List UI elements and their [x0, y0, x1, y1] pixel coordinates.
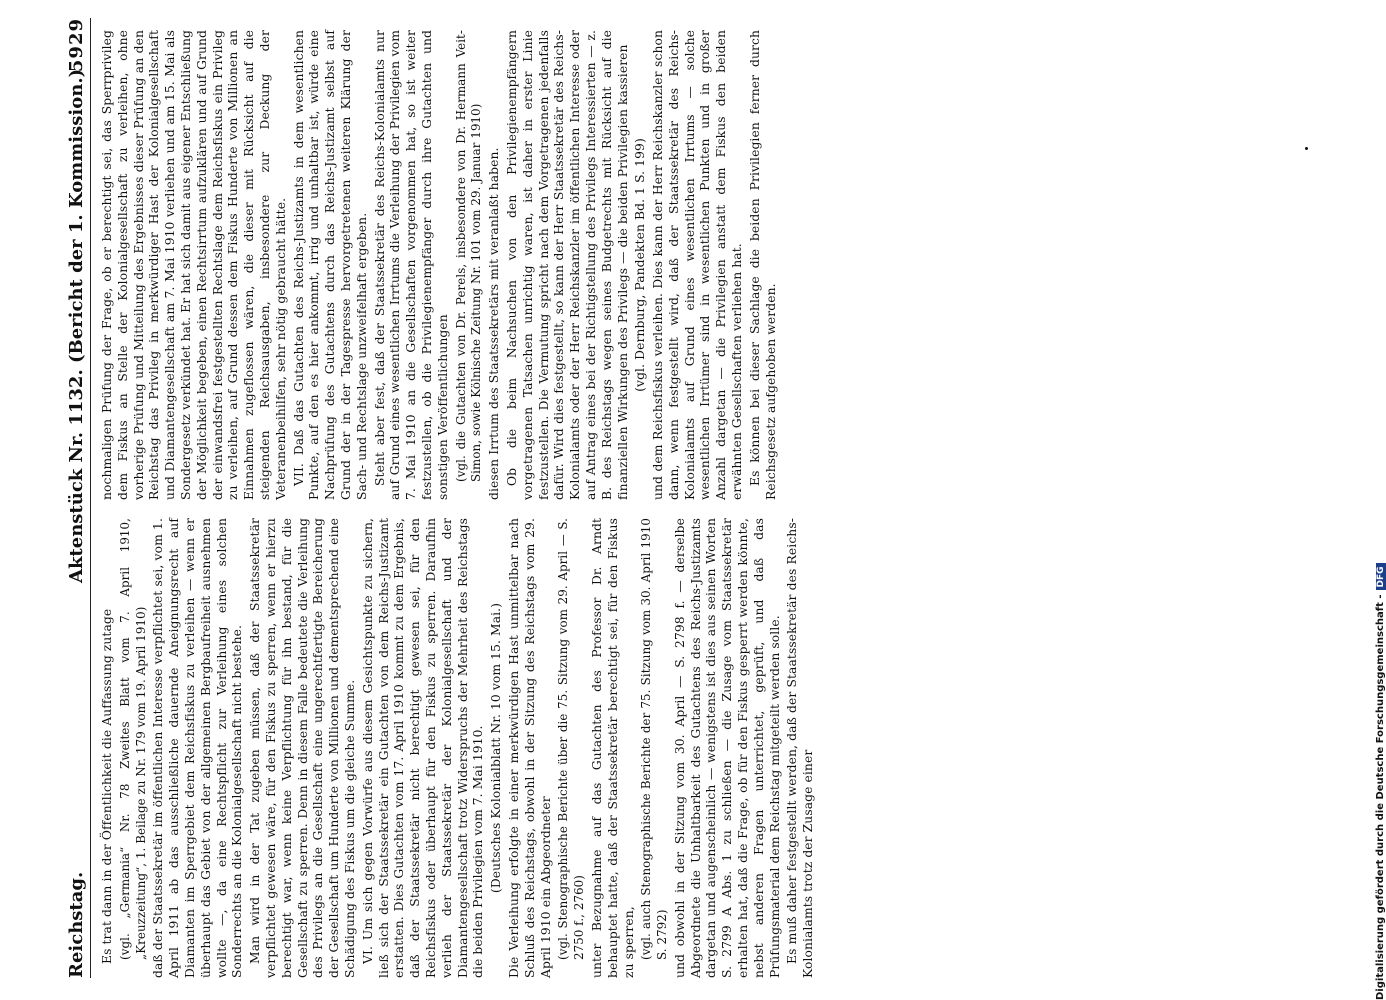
paragraph: nochmaligen Prüfung der Frage, ob er berechtigt sei, das Sperrprivileg dem Fiskus an Stelle der Kolonialgesellschaft zu verleihen, ohne vorherige Prüfung und Mitteilung des Ergebnisses dieser Prüfung an den Reichstag das Privileg in merkwürdiger Hast der Kolonialgesellschaft und Diamantengesellschaft am 7. Mai 1910 verliehen und am 15. Mai als Sondergesetz verkündet hat. Er hat sich damit aus eigener Entschließung der Möglichkeit begeben, einen Rechtsirrtum aufzuklären und auf Grund der einwandsfrei festgestellten Rechtslage dem Reichsfiskus ein Privileg zu verleihen, auf Grund dessen dem Fiskus Hunderte von Millionen an Einnahmen zugeflossen wären, die dieser mit Rücksicht auf die steigenden Reichsausgaben, insbesondere zur Deckung der Veteranenbeihilfen, sehr nötig gebraucht hätte. — [100, 30, 288, 500]
paragraph: (Deutsches Kolonialblatt Nr. 10 vom 15. Mai.) — [489, 602, 504, 894]
rotated-page — [46, 0, 1086, 1000]
paragraph: (vgl. die Gutachten von Dr. Perels, insbesondere von Dr. Hermann Veit-Simon, sowie Kölnische Zeitung Nr. 101 vom 29. Januar 1910) — [453, 30, 484, 482]
paragraph: und obwohl in der Sitzung vom 30. April — S. 2798 f. — derselbe Abgeordnete die Unhaltbarkeit des Gutachtens des Reichs-Justizamts dargetan und augenscheinlich — wenigstens ist dies aus seinen Worten S. 2799 A Abs. 1 zu schließen — die Zusage vom Staatssekretär erhalten hat, daß die Frage, ob für den Fiskus gesperrt werden könnte, nebst anderen Fragen unterrichtet, geprüft, und daß das Prüfungsmaterial dem Reichstag mitgeteilt werden solle. — [672, 518, 782, 978]
paragraph: und dem Reichsfiskus verleihen. Dies kann der Herr Reichskanzler schon dann, wenn festgestellt wird, daß der Staatssekretär des Reichs-Kolonialamts auf Grund eines wesentlichen Irrtums — solche wesentlichen Irrtümer sind in wesentlichen Punkten und in großer Anzahl dargetan — die Privilegien anstatt dem Fiskus den beiden erwähnten Gesellschaften verliehen hat. — [651, 30, 745, 500]
header-title: Aktenstück Nr. 1132. (Bericht der 1. Kommission.) — [66, 68, 87, 583]
left-column — [100, 518, 1060, 978]
paragraph: Man wird in der Tat zugeben müssen, daß der Staatssekretär verpflichtet gewesen wäre, für den Fiskus zu sperren, wenn er hierzu berechtigt war, wenn keine Verpflichtung für ihn bestand, für die Gesellschaft zu sperren. Denn in diesem Falle bedeutete die Verleihung des Privilegs an die Gesellschaft eine ungerechtfertigte Bereicherung der Gesellschaft um Hunderte von Millionen und dementsprechend eine Schädigung des Fiskus um die gleiche Summe. — [248, 518, 357, 978]
paragraph: diesen Irrtum des Staatssekretärs mit veranlaßt haben. — [487, 147, 502, 500]
page-number: 5929 — [66, 18, 87, 73]
paragraph: unter Bezugnahme auf das Gutachten des Professor Dr. Arndt behauptet hatte, daß der Staatssekretär berechtigt sei, für den Fiskus zu sperren, — [589, 518, 636, 978]
header-left: Reichstag. — [66, 871, 87, 978]
dfg-logo: DFG — [1376, 563, 1386, 590]
page-header — [60, 18, 92, 978]
paragraph: Es können bei dieser Sachlage die beiden Privilegien ferner durch Reichsgesetz aufgehoben werden. — [747, 30, 778, 500]
scan-speck — [1305, 147, 1308, 150]
right-column — [100, 30, 1060, 500]
paragraph: VI. Um sich gegen Vorwürfe aus diesem Gesichtspunkte zu sichern, ließ sich der Staatssekretär ein Gutachten von dem Reichs-Justizamt erstatten. Dies Gutachten vom 17. April 1910 kommt zu dem Ergebnis, daß der Staatssekretär nicht berechtigt gewesen sei, für den Reichsfiskus oder überhaupt für den Fiskus zu sperren. Daraufhin verlieh der Staatssekretär der Kolonialgesellschaft und der Diamantengesellschaft trotz Widerspruchs der Mehrheit des Reichstags die beiden Privilegien vom 7. Mai 1910. — [360, 518, 486, 978]
paragraph: Ob die beim Nachsuchen von den Privilegienempfängern vorgetragenen Tatsachen unrichtig waren, ist daher in erster Linie festzustellen. Die Vermutung spricht nach dem Vorgetragenen jedenfalls dafür. Wird dies festgestellt, so kann der Herr Staatssekretär des Reichs-Kolonialamts oder der Herr Reichskanzler im öffentlichen Interesse oder auf Antrag eines bei der Richtigstellung des Privilegs Interessierten — z. B. des Reichstags wegen seines Budgetrechts mit Rücksicht auf die finanziellen Wirkungen des Privilegs — die beiden Privilegien kassieren — [504, 30, 630, 500]
digitization-credit — [1375, 0, 1386, 1000]
paragraph: Es trat dann in der Öffentlichkeit die Auffassung zutage — [100, 608, 114, 964]
paragraph: (vgl. auch Stenographische Berichte der 75. Sitzung vom 30. April 1910 S. 2792) — [639, 518, 670, 960]
header-rule — [90, 18, 91, 978]
paragraph: (vgl. Dernburg, Pandekten Bd. 1 S. 199) — [633, 138, 648, 392]
credit-text: Digitalisierung gefördert durch die Deutsche Forschungsgemeinschaft - — [1375, 594, 1386, 1000]
paragraph: Es muß daher festgestellt werden, daß der Staatssekretär des Reichs-Kolonialamts trotz der Zusage einer — [785, 518, 816, 978]
paragraph: VII. Daß das Gutachten des Reichs-Justizamts in dem wesentlichen Punkte, auf den es hier ankommt, irrig und unhaltbar ist, würde eine Nachprüfung des Gutachtens durch das Reichs-Justizamt selbst auf Grund der in der Tagespresse hervorgetretenen weiteren Klärung der Sach- und Rechtslage unzweifelhaft ergeben. — [291, 30, 369, 500]
paragraph: (vgl. „Germania“ Nr. 78 Zweites Blatt vom 7. April 1910, „Kreuzzeitung“, 1. Beilage zu Nr. 179 vom 19. April 1910) — [117, 518, 148, 960]
paragraph: Steht aber fest, daß der Staatssekretär des Reichs-Kolonialamts nur auf Grund eines wesentlichen Irrtums die Verleihung der Privilegien vom 7. Mai 1910 an die Gesellschaften vorgenommen hat, so ist weiter festzustellen, ob die Privilegienempfänger durch ihre Gutachten und sonstigen Veröffentlichungen — [372, 30, 450, 500]
paragraph: daß der Staatssekretär im öffentlichen Interesse verpflichtet sei, vom 1. April 1911 ab das ausschließliche dauernde Aneignungsrecht auf Diamanten im Sperrgebiet dem Reichsfiskus zu verleihen — wenn er überhaupt das Gebiet von der allgemeinen Bergbaufreiheit ausnehmen wollte —, da eine Rechtspflicht zur Verleihung eines solchen Sonderrechts an die Kolonialgesellschaft nicht bestehe. — [151, 518, 245, 978]
paragraph: Die Verleihung erfolgte in einer merkwürdigen Hast unmittelbar nach Schluß des Reichstags, obwohl in der Sitzung des Reichstags vom 29. April 1910 ein Abgeordneter — [506, 518, 553, 978]
paragraph: (vgl. Stenographische Berichte über die 75. Sitzung vom 29. April — S. 2750 f., 2760) — [556, 518, 587, 960]
